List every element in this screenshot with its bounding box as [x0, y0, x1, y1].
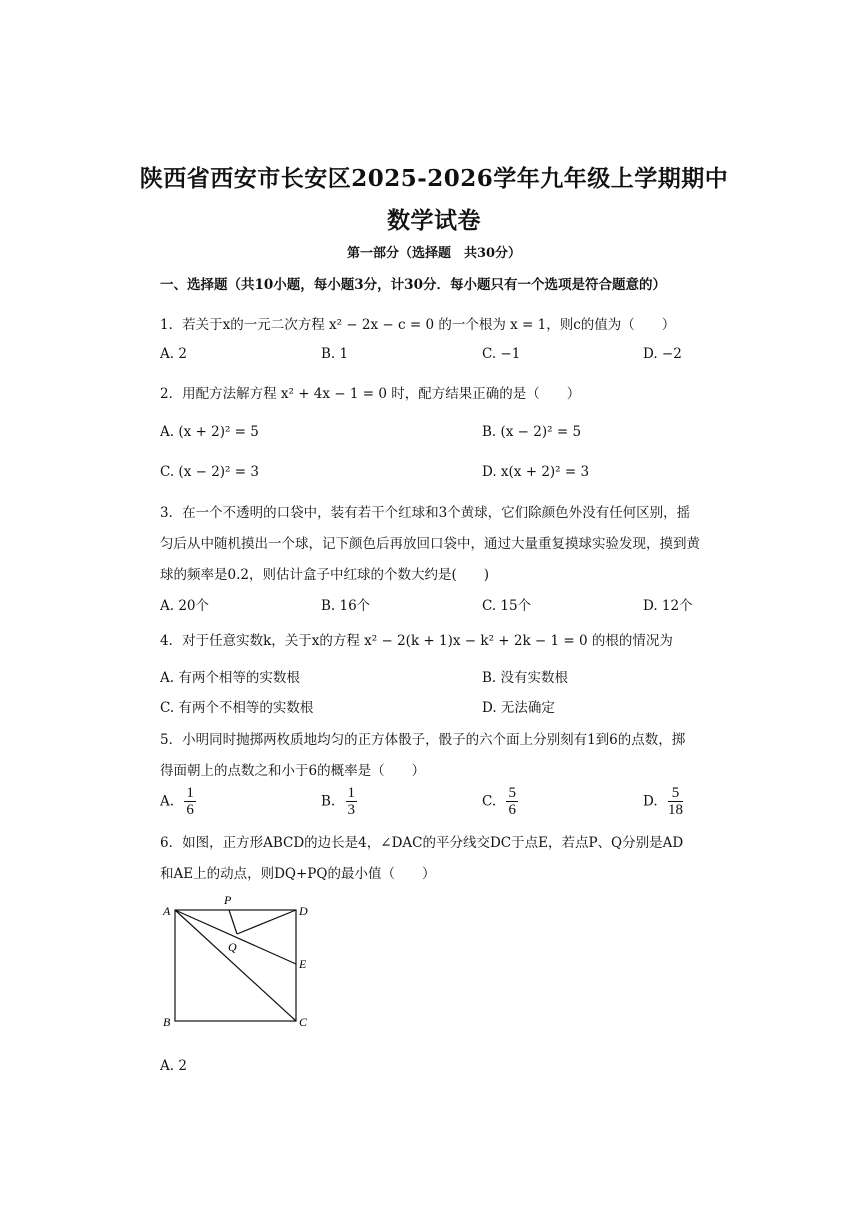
q4-option-c: C. 有两个不相等的实数根 [160, 700, 314, 716]
segment-pq [229, 910, 237, 934]
question-4-text: 4．对于任意实数k，关于x的方程 x² − 2(k + 1)x − k² + 2k − 1 = 0 的根的情况为 [160, 633, 673, 649]
question-5-text-line2: 得面朝上的点数之和小于6的概率是（ ） [160, 763, 426, 779]
q4-option-b: B. 没有实数根 [482, 670, 569, 686]
question-3-text-line2: 匀后从中随机摸出一个球，记下颜色后再放回口袋中，通过大量重复摸球实验发现，摸到黄 [160, 536, 700, 552]
q5-option-c-fraction [506, 785, 518, 818]
q3-option-d: D. 12个 [643, 598, 693, 614]
q5-option-c [482, 785, 518, 818]
q5-option-c-label: C. [482, 793, 497, 810]
label-a: A [163, 904, 171, 918]
q3-option-b: B. 16个 [321, 598, 371, 614]
q5-option-c-denominator: 6 [508, 802, 516, 818]
q5-option-b-fraction [346, 785, 358, 818]
label-b: B [163, 1015, 171, 1029]
question-6-text-line2: 和AE上的动点，则DQ+PQ的最小值（ ） [160, 866, 436, 882]
q6-option-a: A. 2 [160, 1058, 187, 1074]
q5-option-d-label: D. [643, 793, 658, 810]
question-3-text-line1: 3．在一个不透明的口袋中，装有若干个红球和3个黄球，它们除颜色外没有任何区别，摇 [160, 505, 691, 521]
q5-option-a-denominator: 6 [186, 802, 194, 818]
q1-option-c: C. −1 [482, 346, 521, 362]
q2-option-a: A. (x + 2)² = 5 [160, 424, 259, 440]
question-1-text: 1．若关于x的一元二次方程 x² − 2x − c = 0 的一个根为 x = 1，则c的值为（ ） [160, 317, 676, 333]
label-d: D [299, 904, 308, 918]
segment-dq [237, 910, 296, 934]
q2-option-c: C. (x − 2)² = 3 [160, 464, 259, 480]
exam-title-line1: 陕西省西安市长安区2025-2026学年九年级上学期期中 [139, 165, 729, 192]
label-e: E [299, 957, 307, 971]
q1-option-b: B. 1 [321, 346, 349, 362]
q5-option-a-fraction [184, 785, 196, 818]
exam-title-line2: 数学试卷 [387, 207, 481, 234]
q5-option-d-numerator: 5 [668, 785, 683, 802]
bisector-ae [175, 910, 296, 964]
q1-option-d: D. −2 [643, 346, 682, 362]
q4-option-d: D. 无法确定 [482, 700, 555, 716]
label-p: P [224, 893, 232, 907]
q5-option-b-label: B. [321, 793, 336, 810]
q5-option-d-denominator: 18 [667, 802, 683, 818]
q5-option-b-denominator: 3 [347, 802, 356, 818]
part-heading: 第一部分（选择题 共30分） [346, 246, 522, 261]
section-heading: 一、选择题（共10小题，每小题3分，计30分．每小题只有一个选项是符合题意的） [160, 277, 666, 293]
q1-option-a: A. 2 [160, 346, 187, 362]
q4-option-a: A. 有两个相等的实数根 [160, 670, 300, 686]
q5-option-b [321, 785, 357, 818]
q2-option-d: D. x(x + 2)² = 3 [482, 464, 590, 480]
q3-option-a: A. 20个 [160, 598, 210, 614]
q2-option-b: B. (x − 2)² = 5 [482, 424, 582, 440]
label-q: Q [228, 940, 237, 954]
q5-option-a-numerator: 1 [186, 785, 194, 801]
diagonal-ac [175, 910, 296, 1021]
label-c: C [299, 1015, 308, 1029]
question-5-text-line1: 5．小明同时抛掷两枚质地均匀的正方体骰子，骰子的六个面上分别刻有1到6的点数，掷 [160, 732, 686, 748]
question-2-text: 2．用配方法解方程 x² + 4x − 1 = 0 时，配方结果正确的是（ ） [160, 386, 581, 402]
q5-option-d [643, 785, 683, 818]
q5-option-a-label: A. [160, 793, 175, 810]
q5-option-c-numerator: 5 [508, 785, 516, 801]
q5-option-a [160, 785, 196, 818]
q5-option-b-numerator: 1 [347, 785, 356, 801]
question-3-text-line3: 球的频率是0.2，则估计盒子中红球的个数大约是( ) [160, 567, 490, 583]
q5-option-d-fraction [668, 785, 683, 818]
question-6-text-line1: 6．如图，正方形ABCD的边长是4，∠DAC的平分线交DC于点E，若点P、Q分别是AD [160, 835, 684, 851]
square-figure [155, 888, 325, 1038]
q3-option-c: C. 15个 [482, 598, 532, 614]
